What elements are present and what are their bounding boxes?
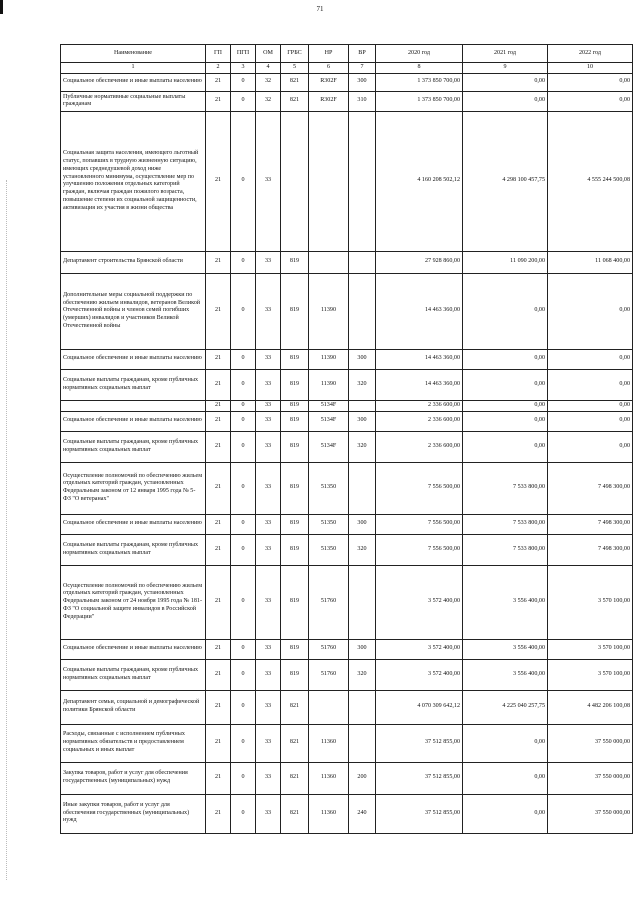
row-amount-2020: 14 463 360,00 xyxy=(376,349,463,369)
row-name: Социальное обеспечение и иные выплаты населению xyxy=(61,73,206,91)
row-gp: 21 xyxy=(206,111,231,251)
row-amount-2021: 0,00 xyxy=(463,349,548,369)
row-gp: 21 xyxy=(206,639,231,659)
row-name: Иные закупки товаров, работ и услуг для обеспечения государственных (муниципальных) нужд xyxy=(61,794,206,833)
row-om: 33 xyxy=(256,690,281,724)
row-amount-2021: 7 533 800,00 xyxy=(463,534,548,565)
header-nr: НР xyxy=(309,45,349,63)
row-gp: 21 xyxy=(206,534,231,565)
row-om: 33 xyxy=(256,411,281,431)
column-number: 8 xyxy=(376,63,463,74)
row-grbs: 821 xyxy=(281,724,309,762)
row-om: 33 xyxy=(256,514,281,534)
row-amount-2020: 14 463 360,00 xyxy=(376,273,463,349)
row-amount-2022: 3 570 100,00 xyxy=(548,565,633,639)
row-amount-2022: 4 482 206 100,08 xyxy=(548,690,633,724)
row-vr: 320 xyxy=(349,431,376,462)
table-row xyxy=(61,534,633,565)
row-grbs: 821 xyxy=(281,794,309,833)
column-number: 6 xyxy=(309,63,349,74)
row-om: 33 xyxy=(256,639,281,659)
table-row xyxy=(61,411,633,431)
column-number: 3 xyxy=(231,63,256,74)
row-pgp: 0 xyxy=(231,349,256,369)
row-grbs: 819 xyxy=(281,659,309,690)
row-amount-2021: 0,00 xyxy=(463,73,548,91)
row-vr: 240 xyxy=(349,794,376,833)
row-pgp: 0 xyxy=(231,762,256,794)
table-row xyxy=(61,794,633,833)
row-name: Закупка товаров, работ и услуг для обеспечения государственных (муниципальных) нужд xyxy=(61,762,206,794)
table-row xyxy=(61,514,633,534)
row-nr: 51760 xyxy=(309,639,349,659)
row-nr: 51760 xyxy=(309,565,349,639)
row-nr: 51760 xyxy=(309,659,349,690)
table-row xyxy=(61,639,633,659)
row-om: 32 xyxy=(256,91,281,111)
row-amount-2021: 0,00 xyxy=(463,794,548,833)
header-row xyxy=(61,45,633,63)
column-number: 7 xyxy=(349,63,376,74)
table-row xyxy=(61,724,633,762)
row-nr: R302F xyxy=(309,91,349,111)
row-grbs: 821 xyxy=(281,91,309,111)
row-gp: 21 xyxy=(206,762,231,794)
row-vr xyxy=(349,111,376,251)
row-nr: 11360 xyxy=(309,794,349,833)
row-nr: 5134F xyxy=(309,400,349,411)
row-vr: 310 xyxy=(349,91,376,111)
row-gp: 21 xyxy=(206,659,231,690)
row-amount-2022: 4 555 244 500,08 xyxy=(548,111,633,251)
row-vr xyxy=(349,690,376,724)
row-pgp: 0 xyxy=(231,534,256,565)
column-number: 4 xyxy=(256,63,281,74)
row-nr: R302F xyxy=(309,73,349,91)
row-grbs: 819 xyxy=(281,349,309,369)
table-row xyxy=(61,690,633,724)
row-gp: 21 xyxy=(206,431,231,462)
row-nr xyxy=(309,251,349,273)
table-row xyxy=(61,462,633,514)
row-om: 33 xyxy=(256,273,281,349)
row-pgp: 0 xyxy=(231,91,256,111)
table-row xyxy=(61,91,633,111)
row-amount-2020: 4 070 309 642,12 xyxy=(376,690,463,724)
table-row xyxy=(61,762,633,794)
column-number: 10 xyxy=(548,63,633,74)
row-nr: 5134F xyxy=(309,431,349,462)
row-vr xyxy=(349,400,376,411)
row-om: 33 xyxy=(256,565,281,639)
row-grbs: 819 xyxy=(281,369,309,400)
row-vr: 300 xyxy=(349,514,376,534)
column-number: 2 xyxy=(206,63,231,74)
row-om: 33 xyxy=(256,349,281,369)
table-row xyxy=(61,400,633,411)
row-pgp: 0 xyxy=(231,111,256,251)
row-name: Расходы, связанные с исполнением публичных нормативных обязательств и предоставлением социальных и иных выплат xyxy=(61,724,206,762)
row-amount-2022: 37 550 000,00 xyxy=(548,762,633,794)
row-name: Осуществление полномочий по обеспечению жильем отдельных категорий граждан, установленных Федеральным законом от 24 ноября 1995 года № 181-ФЗ "О социальной защите инвалидов в Российской Федерации" xyxy=(61,565,206,639)
row-pgp: 0 xyxy=(231,411,256,431)
row-grbs: 819 xyxy=(281,534,309,565)
header-2020: 2020 год xyxy=(376,45,463,63)
row-name: Социальное обеспечение и иные выплаты населению xyxy=(61,411,206,431)
row-amount-2020: 7 556 500,00 xyxy=(376,462,463,514)
row-name: Социальное обеспечение и иные выплаты населению xyxy=(61,349,206,369)
row-om: 33 xyxy=(256,462,281,514)
row-amount-2022: 7 498 300,00 xyxy=(548,514,633,534)
row-amount-2022: 3 570 100,00 xyxy=(548,639,633,659)
row-amount-2020: 37 512 855,00 xyxy=(376,794,463,833)
row-vr: 320 xyxy=(349,369,376,400)
row-amount-2022: 0,00 xyxy=(548,411,633,431)
table-row xyxy=(61,369,633,400)
table-body xyxy=(61,73,633,833)
row-name: Социальные выплаты гражданам, кроме публичных нормативных социальных выплат xyxy=(61,659,206,690)
row-pgp: 0 xyxy=(231,369,256,400)
row-grbs: 819 xyxy=(281,639,309,659)
row-amount-2021: 4 225 040 257,75 xyxy=(463,690,548,724)
row-amount-2022: 7 498 300,00 xyxy=(548,534,633,565)
row-gp: 21 xyxy=(206,91,231,111)
row-pgp: 0 xyxy=(231,690,256,724)
row-amount-2021: 0,00 xyxy=(463,431,548,462)
row-amount-2021: 7 533 800,00 xyxy=(463,514,548,534)
row-amount-2020: 27 928 860,00 xyxy=(376,251,463,273)
row-amount-2022: 0,00 xyxy=(548,349,633,369)
row-vr xyxy=(349,462,376,514)
row-name: Дополнительные меры социальной поддержки по обеспечению жильем инвалидов, ветеранов Великой Отечественной войны и членов семей погибших (умерших) инвалидов и участников Великой Отечественной войны xyxy=(61,273,206,349)
row-nr: 51350 xyxy=(309,534,349,565)
row-grbs xyxy=(281,111,309,251)
row-vr: 300 xyxy=(349,639,376,659)
row-amount-2020: 1 373 850 700,00 xyxy=(376,73,463,91)
row-om: 33 xyxy=(256,369,281,400)
row-nr: 11390 xyxy=(309,273,349,349)
row-gp: 21 xyxy=(206,251,231,273)
row-grbs: 821 xyxy=(281,762,309,794)
row-amount-2021: 3 556 400,00 xyxy=(463,659,548,690)
row-om: 33 xyxy=(256,111,281,251)
table-row xyxy=(61,659,633,690)
row-nr xyxy=(309,111,349,251)
row-amount-2021: 3 556 400,00 xyxy=(463,565,548,639)
row-gp: 21 xyxy=(206,690,231,724)
row-vr: 300 xyxy=(349,73,376,91)
row-name: Осуществление полномочий по обеспечению жильем отдельных категорий граждан, установленных Федеральным законом от 12 января 1995 года № 5-ФЗ "О ветеранах" xyxy=(61,462,206,514)
row-amount-2021: 3 556 400,00 xyxy=(463,639,548,659)
header-vr: ВР xyxy=(349,45,376,63)
table-row xyxy=(61,111,633,251)
table-row xyxy=(61,565,633,639)
row-pgp: 0 xyxy=(231,659,256,690)
row-nr: 51350 xyxy=(309,462,349,514)
row-amount-2020: 2 336 600,00 xyxy=(376,431,463,462)
row-amount-2020: 7 556 500,00 xyxy=(376,514,463,534)
budget-table xyxy=(60,44,633,834)
row-amount-2021: 0,00 xyxy=(463,273,548,349)
row-amount-2020: 37 512 855,00 xyxy=(376,762,463,794)
row-amount-2022: 3 570 100,00 xyxy=(548,659,633,690)
row-grbs: 819 xyxy=(281,273,309,349)
row-pgp: 0 xyxy=(231,431,256,462)
row-amount-2022: 0,00 xyxy=(548,400,633,411)
row-amount-2020: 14 463 360,00 xyxy=(376,369,463,400)
header-om: ОМ xyxy=(256,45,281,63)
row-amount-2020: 3 572 400,00 xyxy=(376,639,463,659)
row-grbs: 819 xyxy=(281,514,309,534)
row-amount-2020: 3 572 400,00 xyxy=(376,659,463,690)
table-row xyxy=(61,349,633,369)
row-nr xyxy=(309,690,349,724)
row-amount-2022: 0,00 xyxy=(548,431,633,462)
row-gp: 21 xyxy=(206,400,231,411)
row-amount-2021: 0,00 xyxy=(463,762,548,794)
row-grbs: 821 xyxy=(281,73,309,91)
row-amount-2022: 0,00 xyxy=(548,369,633,400)
row-nr: 11360 xyxy=(309,762,349,794)
row-amount-2022: 0,00 xyxy=(548,273,633,349)
row-amount-2022: 7 498 300,00 xyxy=(548,462,633,514)
binding-margin xyxy=(6,180,8,880)
row-amount-2022: 11 068 400,00 xyxy=(548,251,633,273)
row-name: Социальные выплаты гражданам, кроме публичных нормативных социальных выплат xyxy=(61,534,206,565)
row-name: Социальное обеспечение и иные выплаты населению xyxy=(61,639,206,659)
column-number: 1 xyxy=(61,63,206,74)
row-gp: 21 xyxy=(206,724,231,762)
row-amount-2020: 2 336 600,00 xyxy=(376,400,463,411)
header-grbs: ГРБС xyxy=(281,45,309,63)
row-vr xyxy=(349,565,376,639)
row-pgp: 0 xyxy=(231,73,256,91)
header-gp: ГП xyxy=(206,45,231,63)
row-amount-2020: 4 160 208 502,12 xyxy=(376,111,463,251)
row-nr: 11390 xyxy=(309,349,349,369)
row-amount-2022: 37 550 000,00 xyxy=(548,794,633,833)
row-amount-2021: 0,00 xyxy=(463,411,548,431)
row-vr xyxy=(349,273,376,349)
table-row xyxy=(61,251,633,273)
row-grbs: 819 xyxy=(281,251,309,273)
row-om: 33 xyxy=(256,400,281,411)
page-number: 71 xyxy=(316,5,324,13)
row-gp: 21 xyxy=(206,514,231,534)
row-gp: 21 xyxy=(206,411,231,431)
row-pgp: 0 xyxy=(231,400,256,411)
row-name: Департамент семьи, социальной и демографической политики Брянской области xyxy=(61,690,206,724)
row-vr: 320 xyxy=(349,534,376,565)
row-gp: 21 xyxy=(206,369,231,400)
row-pgp: 0 xyxy=(231,639,256,659)
row-amount-2021: 4 298 100 457,75 xyxy=(463,111,548,251)
row-name: Социальные выплаты гражданам, кроме публичных нормативных социальных выплат xyxy=(61,369,206,400)
row-amount-2021: 7 533 800,00 xyxy=(463,462,548,514)
row-amount-2021: 0,00 xyxy=(463,369,548,400)
row-amount-2020: 7 556 500,00 xyxy=(376,534,463,565)
row-amount-2022: 0,00 xyxy=(548,73,633,91)
row-vr: 300 xyxy=(349,411,376,431)
table-row xyxy=(61,273,633,349)
row-nr: 11360 xyxy=(309,724,349,762)
row-pgp: 0 xyxy=(231,273,256,349)
row-vr: 300 xyxy=(349,349,376,369)
column-number: 9 xyxy=(463,63,548,74)
row-nr: 5134F xyxy=(309,411,349,431)
row-om: 33 xyxy=(256,762,281,794)
table-row xyxy=(61,73,633,91)
header-2022: 2022 год xyxy=(548,45,633,63)
row-amount-2022: 37 550 000,00 xyxy=(548,724,633,762)
row-pgp: 0 xyxy=(231,565,256,639)
row-grbs: 821 xyxy=(281,690,309,724)
row-amount-2020: 3 572 400,00 xyxy=(376,565,463,639)
row-nr: 51350 xyxy=(309,514,349,534)
row-vr xyxy=(349,724,376,762)
row-gp: 21 xyxy=(206,349,231,369)
row-grbs: 819 xyxy=(281,462,309,514)
row-om: 33 xyxy=(256,534,281,565)
row-pgp: 0 xyxy=(231,462,256,514)
row-name: Социальное обеспечение и иные выплаты населению xyxy=(61,514,206,534)
row-pgp: 0 xyxy=(231,724,256,762)
row-vr xyxy=(349,251,376,273)
row-amount-2020: 37 512 855,00 xyxy=(376,724,463,762)
row-gp: 21 xyxy=(206,565,231,639)
row-gp: 21 xyxy=(206,794,231,833)
row-amount-2020: 1 373 850 700,00 xyxy=(376,91,463,111)
row-pgp: 0 xyxy=(231,251,256,273)
header-pgp: ПГП xyxy=(231,45,256,63)
header-name: Наименование xyxy=(61,45,206,63)
row-om: 33 xyxy=(256,794,281,833)
row-grbs: 819 xyxy=(281,565,309,639)
row-gp: 21 xyxy=(206,273,231,349)
row-vr: 200 xyxy=(349,762,376,794)
row-gp: 21 xyxy=(206,73,231,91)
row-name: Социальная защита населения, имеющего льготный статус, попавших в трудную жизненную ситуацию, имеющих среднедушевой доход ниже установленного минимума, осуществление мер по улучшению положения отдельных категорий граждан, включая граждан пожилого возраста, повышение степени их социальной защищенности, активизация их участия в жизни общества xyxy=(61,111,206,251)
row-name: Публичные нормативные социальные выплаты гражданам xyxy=(61,91,206,111)
table-row xyxy=(61,431,633,462)
header-2021: 2021 год xyxy=(463,45,548,63)
row-pgp: 0 xyxy=(231,514,256,534)
row-amount-2021: 0,00 xyxy=(463,400,548,411)
row-grbs: 819 xyxy=(281,431,309,462)
row-amount-2021: 0,00 xyxy=(463,91,548,111)
row-om: 32 xyxy=(256,73,281,91)
row-om: 33 xyxy=(256,659,281,690)
row-pgp: 0 xyxy=(231,794,256,833)
row-amount-2022: 0,00 xyxy=(548,91,633,111)
row-name: Департамент строительства Брянской области xyxy=(61,251,206,273)
row-grbs: 819 xyxy=(281,400,309,411)
row-nr: 11390 xyxy=(309,369,349,400)
row-gp: 21 xyxy=(206,462,231,514)
column-number: 5 xyxy=(281,63,309,74)
row-om: 33 xyxy=(256,251,281,273)
row-om: 33 xyxy=(256,431,281,462)
row-name: Социальные выплаты гражданам, кроме публичных нормативных социальных выплат xyxy=(61,431,206,462)
column-number-row xyxy=(61,63,633,74)
row-amount-2021: 0,00 xyxy=(463,724,548,762)
row-om: 33 xyxy=(256,724,281,762)
row-vr: 320 xyxy=(349,659,376,690)
row-name xyxy=(61,400,206,411)
row-grbs: 819 xyxy=(281,411,309,431)
row-amount-2020: 2 336 600,00 xyxy=(376,411,463,431)
row-amount-2021: 11 090 200,00 xyxy=(463,251,548,273)
